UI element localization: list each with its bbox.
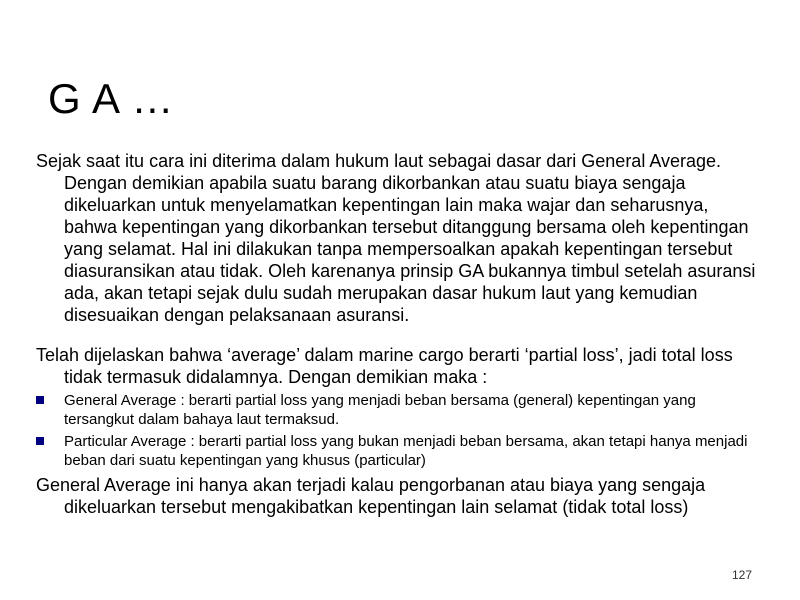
page-number: 127 bbox=[731, 568, 752, 582]
slide-title: G A … bbox=[48, 75, 175, 122]
paragraph-definition: Telah dijelaskan bahwa ‘average’ dalam marine cargo berarti ‘partial loss’, jadi total loss tidak termasuk didalamnya. Dengan demikian maka : bbox=[36, 345, 733, 387]
bullet-item-particular-average bbox=[36, 432, 766, 470]
square-bullet-icon bbox=[36, 396, 44, 404]
bullet-list bbox=[36, 391, 766, 470]
bullet-text: Particular Average : berarti partial loss yang bukan menjadi beban bersama, akan tetapi hanya menjadi beban dari suatu kepentingan yang khusus (particular) bbox=[64, 433, 748, 469]
bullet-text: General Average : berarti partial loss yang menjadi beban bersama (general) kepentingan yang tersangkut dalam bahaya laut termaksud. bbox=[64, 392, 696, 428]
square-bullet-icon bbox=[36, 437, 44, 445]
paragraph-closing: General Average ini hanya akan terjadi kalau pengorbanan atau biaya yang sengaja dikeluarkan tersebut mengakibatkan kepentingan lain selamat (tidak total loss) bbox=[36, 475, 706, 517]
slide-body bbox=[36, 150, 766, 518]
bullet-item-general-average bbox=[36, 391, 766, 429]
paragraph-history: Sejak saat itu cara ini diterima dalam hukum laut sebagai dasar dari General Average. Dengan demikian apabila suatu barang dikorbankan atau suatu biaya sengaja dikeluarkan untuk menyelamatkan kepentingan lain maka wajar dan seharusnya, bahwa kepentingan yang dikorbankan tersebut ditanggung bersama oleh kepentingan yang selamat. Hal ini dilakukan tanpa mempersoalkan apakah kepentingan tersebut diasuransikan atau tidak. Oleh karenanya prinsip GA bukannya timbul setelah asuransi ada, akan tetapi sejak dulu sudah merupakan dasar hukum laut yang kemudian disesuaikan dengan pelaksanaan asuransi. bbox=[36, 151, 756, 325]
